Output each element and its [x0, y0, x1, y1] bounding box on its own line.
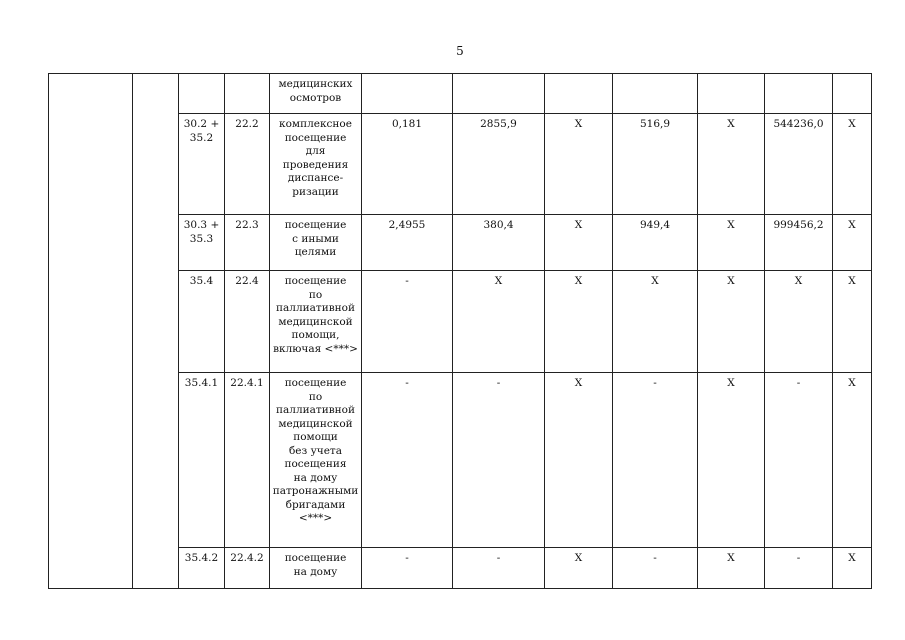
value-cell: X — [545, 215, 613, 271]
row-number-cell: 22.2 — [225, 114, 270, 215]
row-code-cell: 30.3 + 35.3 — [179, 215, 225, 271]
row-number-cell: 22.4.1 — [225, 373, 270, 548]
value-cell: X — [545, 548, 613, 589]
blank-cell — [133, 74, 179, 589]
value-cell — [362, 74, 453, 114]
value-cell: 516,9 — [613, 114, 698, 215]
row-number-cell: 22.4 — [225, 271, 270, 373]
value-cell: X — [765, 271, 833, 373]
value-cell: - — [362, 548, 453, 589]
value-cell: X — [833, 548, 872, 589]
value-cell: X — [833, 215, 872, 271]
value-cell: X — [698, 215, 765, 271]
row-number-cell — [225, 74, 270, 114]
row-name-cell: посещение по паллиативной медицинской помощи, включая <***> — [270, 271, 362, 373]
value-cell: X — [833, 114, 872, 215]
value-cell — [698, 74, 765, 114]
value-cell: X — [698, 114, 765, 215]
value-cell: X — [833, 373, 872, 548]
value-cell: - — [453, 373, 545, 548]
row-code-cell — [179, 74, 225, 114]
row-name-cell: медицинских осмотров — [270, 74, 362, 114]
value-cell: - — [613, 373, 698, 548]
value-cell — [545, 74, 613, 114]
row-name-cell: посещение с иными целями — [270, 215, 362, 271]
value-cell: X — [698, 548, 765, 589]
row-code-cell: 35.4.2 — [179, 548, 225, 589]
value-cell: 0,181 — [362, 114, 453, 215]
blank-cell — [49, 74, 133, 589]
value-cell: - — [613, 548, 698, 589]
row-name-cell: посещение на дому — [270, 548, 362, 589]
value-cell: X — [698, 373, 765, 548]
value-cell: X — [833, 271, 872, 373]
value-cell: 949,4 — [613, 215, 698, 271]
row-number-cell: 22.3 — [225, 215, 270, 271]
data-table — [48, 73, 872, 589]
value-cell — [765, 74, 833, 114]
page-number: 5 — [456, 44, 464, 58]
value-cell: 544236,0 — [765, 114, 833, 215]
value-cell: X — [545, 114, 613, 215]
value-cell: X — [545, 373, 613, 548]
value-cell — [613, 74, 698, 114]
value-cell: - — [453, 548, 545, 589]
row-number-cell: 22.4.2 — [225, 548, 270, 589]
row-code-cell: 35.4.1 — [179, 373, 225, 548]
value-cell: X — [453, 271, 545, 373]
value-cell: X — [613, 271, 698, 373]
value-cell: 2855,9 — [453, 114, 545, 215]
table-row — [49, 74, 872, 114]
value-cell: X — [698, 271, 765, 373]
value-cell — [833, 74, 872, 114]
value-cell: - — [362, 271, 453, 373]
value-cell: X — [545, 271, 613, 373]
row-name-cell: посещение по паллиативной медицинской помощи без учета посещения на дому патронажными бригадами <***> — [270, 373, 362, 548]
value-cell: - — [765, 548, 833, 589]
value-cell: 2,4955 — [362, 215, 453, 271]
value-cell — [453, 74, 545, 114]
value-cell: - — [362, 373, 453, 548]
value-cell: 380,4 — [453, 215, 545, 271]
row-code-cell: 35.4 — [179, 271, 225, 373]
value-cell: 999456,2 — [765, 215, 833, 271]
row-name-cell: комплексное посещение для проведения диспансе- ризации — [270, 114, 362, 215]
value-cell: - — [765, 373, 833, 548]
row-code-cell: 30.2 + 35.2 — [179, 114, 225, 215]
